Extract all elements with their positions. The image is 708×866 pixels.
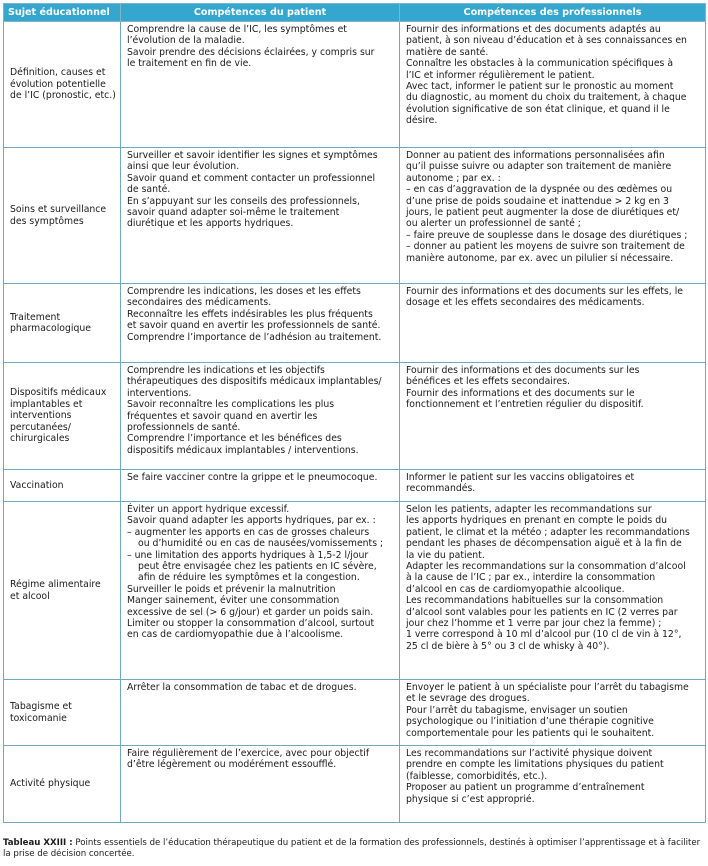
cell-line: Informer le patient sur les vaccins obligatoires et — [406, 472, 635, 483]
cell-line: Connaître les obstacles à la communication spécifiques à — [406, 58, 674, 70]
cell-line: et savoir quand en avertir les professionnels de santé. — [127, 320, 381, 332]
header-subject: Sujet éducationnel — [4, 4, 121, 22]
cell-line: – une limitation des apports hydriques à 1,5-2 l/jour — [127, 549, 369, 561]
caption-label: Tableau XXIII : — [3, 838, 73, 848]
cell-line: Fournir des informations et des documents sur les effets, le — [406, 286, 683, 297]
cell-line: Traitement — [10, 311, 61, 323]
cell-line: interventions — [10, 410, 72, 422]
cell-line: thérapeutiques des dispositifs médicaux implantables/ — [127, 376, 382, 388]
cell-line: Surveiller le poids et prévenir la malnutrition — [127, 583, 336, 595]
education-table — [3, 3, 706, 823]
cell-line: comportementale pour les patients qui le souhaitent. — [406, 727, 655, 739]
cell-line: Savoir quand et comment contacter un professionnel — [127, 172, 376, 184]
table-row — [4, 680, 706, 746]
cell-line: patient, à son niveau d’éducation et à ses connaissances en — [406, 35, 687, 47]
cell-line: En s’appuyant sur les conseils des professionnels, — [127, 195, 360, 207]
cell-line: Comprendre les indications et les objectifs — [127, 365, 325, 376]
cell-line: Comprendre l’importance et les bénéfices des — [127, 433, 342, 445]
subject-cell — [4, 470, 121, 502]
cell-line: (faiblesse, comorbidités, etc.). — [406, 770, 548, 782]
cell-line: qu’il puisse suivre ou adapter son traitement de manière — [406, 161, 672, 173]
patient-cell — [121, 284, 400, 363]
professional-cell — [400, 148, 706, 284]
cell-line: Proposer au patient un programme d’entraînement — [406, 782, 645, 794]
cell-line: manière autonome, par ex. avec un pilulier si nécessaire. — [406, 252, 674, 264]
cell-line: évolution significative de son état clinique, et quand il le — [406, 103, 670, 115]
cell-line: matière de santé. — [406, 46, 489, 58]
cell-line: professionnels de santé. — [127, 422, 241, 434]
table-row — [4, 284, 706, 363]
cell-line: prendre en compte les limitations physiques du patient — [406, 759, 664, 771]
table-header-row — [4, 4, 706, 22]
cell-line: Comprendre la cause de l’IC, les symptômes et — [127, 24, 347, 35]
cell-line: savoir quand adapter soi-même le traitement — [127, 207, 340, 219]
cell-line: Éviter un apport hydrique excessif. — [127, 504, 290, 515]
cell-line: Dispositifs médicaux — [10, 387, 107, 399]
cell-line: Arrêter la consommation de tabac et de drogues. — [127, 682, 357, 693]
cell-line: Les recommandations sur l’activité physique doivent — [406, 748, 653, 759]
table-row — [4, 502, 706, 680]
cell-line: fonctionnement et l’entretien régulier du dispositif. — [406, 399, 644, 411]
professional-cell — [400, 22, 706, 148]
subject-cell — [4, 363, 121, 470]
cell-line: implantables et — [10, 398, 83, 410]
cell-line: Envoyer le patient à un spécialiste pour l’arrêt du tabagisme — [406, 682, 689, 693]
cell-line: Faire régulièrement de l’exercice, avec pour objectif — [127, 748, 370, 759]
cell-line: Reconnaître les effets indésirables les plus fréquents — [127, 308, 373, 320]
caption-text: Points essentiels de l’éducation thérapeutique du patient et de la formation des professionnels, destinés à optimiser l’apprentissage et à faciliter la prise de décision concertée. — [3, 838, 701, 859]
cell-line: physique si c’est approprié. — [406, 793, 535, 805]
cell-line: Vaccination — [10, 479, 64, 491]
cell-line: Soins et surveillance — [10, 204, 107, 216]
cell-line: Manger sainement, éviter une consommation — [127, 595, 340, 607]
cell-line: ainsi que leur évolution. — [127, 161, 240, 173]
cell-line: patient, le climat et la météo ; adapter les recommandations — [406, 526, 690, 538]
professional-cell — [400, 680, 706, 746]
cell-line: évolution potentielle — [10, 78, 106, 90]
cell-line: du diagnostic, au moment du choix du traitement, à chaque — [406, 92, 687, 104]
cell-line: des symptômes — [10, 215, 84, 227]
cell-line: autonome ; par ex. : — [406, 172, 501, 184]
cell-line: Tabagisme et — [10, 701, 72, 713]
cell-line: Donner au patient des informations personnalisées afin — [406, 150, 665, 161]
cell-line: Limiter ou stopper la consommation d’alcool, surtout — [127, 618, 375, 630]
cell-line: recommandés. — [406, 483, 476, 495]
cell-line: – en cas d’aggravation de la dyspnée ou des œdèmes ou — [406, 184, 673, 196]
cell-line: Comprendre les indications, les doses et les effets — [127, 286, 361, 297]
cell-line: afin de réduire les symptômes et la congestion. — [138, 572, 360, 584]
cell-line: l’évolution de la maladie. — [127, 35, 245, 47]
cell-line: Selon les patients, adapter les recommandations sur — [406, 504, 652, 515]
cell-line: Surveiller et savoir identifier les signes et symptômes — [127, 150, 378, 161]
cell-line: percutanées/ — [10, 421, 71, 433]
patient-cell — [121, 148, 400, 284]
cell-line: 1 verre correspond à 10 ml d’alcool pur (10 cl de vin à 12°, — [406, 629, 682, 641]
table-row — [4, 470, 706, 502]
cell-line: de l’IC (pronostic, etc.) — [10, 90, 116, 102]
cell-line: d’alcool sont valables pour les patients en IC (2 verres par — [406, 606, 678, 618]
cell-line: le traitement en fin de vie. — [127, 58, 252, 70]
cell-line: ou alerter un professionnel de santé ; — [406, 218, 581, 230]
cell-line: d’une prise de poids soudaine et inattendue > 2 kg en 3 — [406, 195, 669, 207]
professional-cell — [400, 746, 706, 823]
cell-line: à la cause de l’IC ; par ex., interdire la consommation — [406, 572, 656, 584]
subject-cell — [4, 22, 121, 148]
patient-cell — [121, 746, 400, 823]
cell-line: d’alcool en cas de cardiomyopathie alcoolique. — [406, 583, 625, 595]
cell-line: jour chez l’homme et 1 verre par jour chez la femme) ; — [406, 618, 662, 630]
cell-line: pendant les phases de décompensation aiguë et à la fin de — [406, 538, 682, 550]
cell-line: Activité physique — [10, 778, 91, 790]
subject-cell — [4, 746, 121, 823]
cell-line: pharmacologique — [10, 323, 91, 334]
table-row — [4, 363, 706, 470]
cell-line: excessive de sel (> 6 g/jour) et garder un poids sain. — [127, 606, 374, 618]
professional-cell — [400, 284, 706, 363]
cell-line: Savoir reconnaître les complications les plus — [127, 399, 335, 411]
patient-cell — [121, 22, 400, 148]
cell-line: chirurgicales — [10, 433, 70, 445]
professional-cell — [400, 470, 706, 502]
table-caption — [3, 838, 705, 860]
subject-cell — [4, 680, 121, 746]
cell-line: Fournir des informations et des documents sur le — [406, 387, 635, 399]
cell-line: psychologique ou l’initiation d’une thérapie cognitive — [406, 716, 654, 728]
header-professionals: Compétences des professionnels — [400, 4, 706, 22]
cell-line: fréquentes et savoir quand en avertir les — [127, 410, 318, 422]
cell-line: Fournir des informations et des documents adaptés au — [406, 24, 661, 35]
cell-line: Se faire vacciner contre la grippe et le pneumocoque. — [127, 472, 378, 483]
cell-line: dispositifs médicaux implantables / interventions. — [127, 444, 359, 456]
cell-line: Définition, causes et — [10, 67, 106, 79]
patient-cell — [121, 363, 400, 470]
cell-line: – faire preuve de souplesse dans le dosage des diurétiques ; — [406, 229, 688, 241]
cell-line: d’être légèrement ou modérément essoufflé. — [127, 759, 337, 771]
cell-line: Fournir des informations et des documents sur les — [406, 365, 640, 376]
cell-line: Savoir prendre des décisions éclairées, y compris sur — [127, 46, 375, 58]
cell-line: Régime alimentaire — [10, 579, 101, 591]
cell-line: secondaires des médicaments. — [127, 297, 272, 309]
subject-cell — [4, 284, 121, 363]
cell-line: toxicomanie — [10, 712, 67, 724]
cell-line: jours, le patient peut augmenter la dose de diurétiques et/ — [406, 207, 680, 219]
cell-line: 25 cl de bière à 5° ou 3 cl de whisky à 40°). — [406, 640, 610, 652]
table-row — [4, 148, 706, 284]
cell-line: et alcool — [10, 590, 50, 602]
patient-cell — [121, 680, 400, 746]
cell-line: diurétique et les apports hydriques. — [127, 218, 294, 230]
cell-line: dosage et les effets secondaires des médicaments. — [406, 297, 645, 309]
professional-cell — [400, 363, 706, 470]
cell-line: et le sevrage des drogues. — [406, 693, 530, 705]
cell-line: l’IC et informer régulièrement le patient. — [406, 69, 595, 81]
header-patient: Compétences du patient — [121, 4, 400, 22]
cell-line: bénéfices et les effets secondaires. — [406, 376, 571, 388]
subject-cell — [4, 148, 121, 284]
cell-line: Savoir quand adapter les apports hydriques, par ex. : — [127, 515, 376, 527]
table-row — [4, 746, 706, 823]
cell-line: les apports hydriques en prenant en compte le poids du — [406, 515, 668, 527]
cell-line: désire. — [406, 115, 438, 127]
table-row — [4, 22, 706, 148]
patient-cell — [121, 470, 400, 502]
cell-line: ou d’humidité ou en cas de nausées/vomissements ; — [138, 538, 384, 550]
professional-cell — [400, 502, 706, 680]
cell-line: Adapter les recommandations sur la consommation d’alcool — [406, 561, 686, 573]
cell-line: Pour l’arrêt du tabagisme, envisager un soutien — [406, 704, 628, 716]
cell-line: Les recommandations habituelles sur la consommation — [406, 595, 664, 607]
cell-line: interventions. — [127, 387, 192, 399]
cell-line: Avec tact, informer le patient sur le pronostic au moment — [406, 81, 674, 93]
cell-line: en cas de cardiomyopathie due à l’alcoolisme. — [127, 629, 344, 641]
cell-line: – augmenter les apports en cas de grosses chaleurs — [127, 526, 370, 538]
cell-line: de santé. — [127, 184, 171, 196]
subject-cell — [4, 502, 121, 680]
cell-line: la vie du patient. — [406, 549, 485, 561]
cell-line: peut être envisagée chez les patients en IC sévère, — [138, 561, 377, 573]
patient-cell — [121, 502, 400, 680]
cell-line: Comprendre l’importance de l’adhésion au traitement. — [127, 331, 382, 343]
cell-line: – donner au patient les moyens de suivre son traitement de — [406, 241, 685, 253]
